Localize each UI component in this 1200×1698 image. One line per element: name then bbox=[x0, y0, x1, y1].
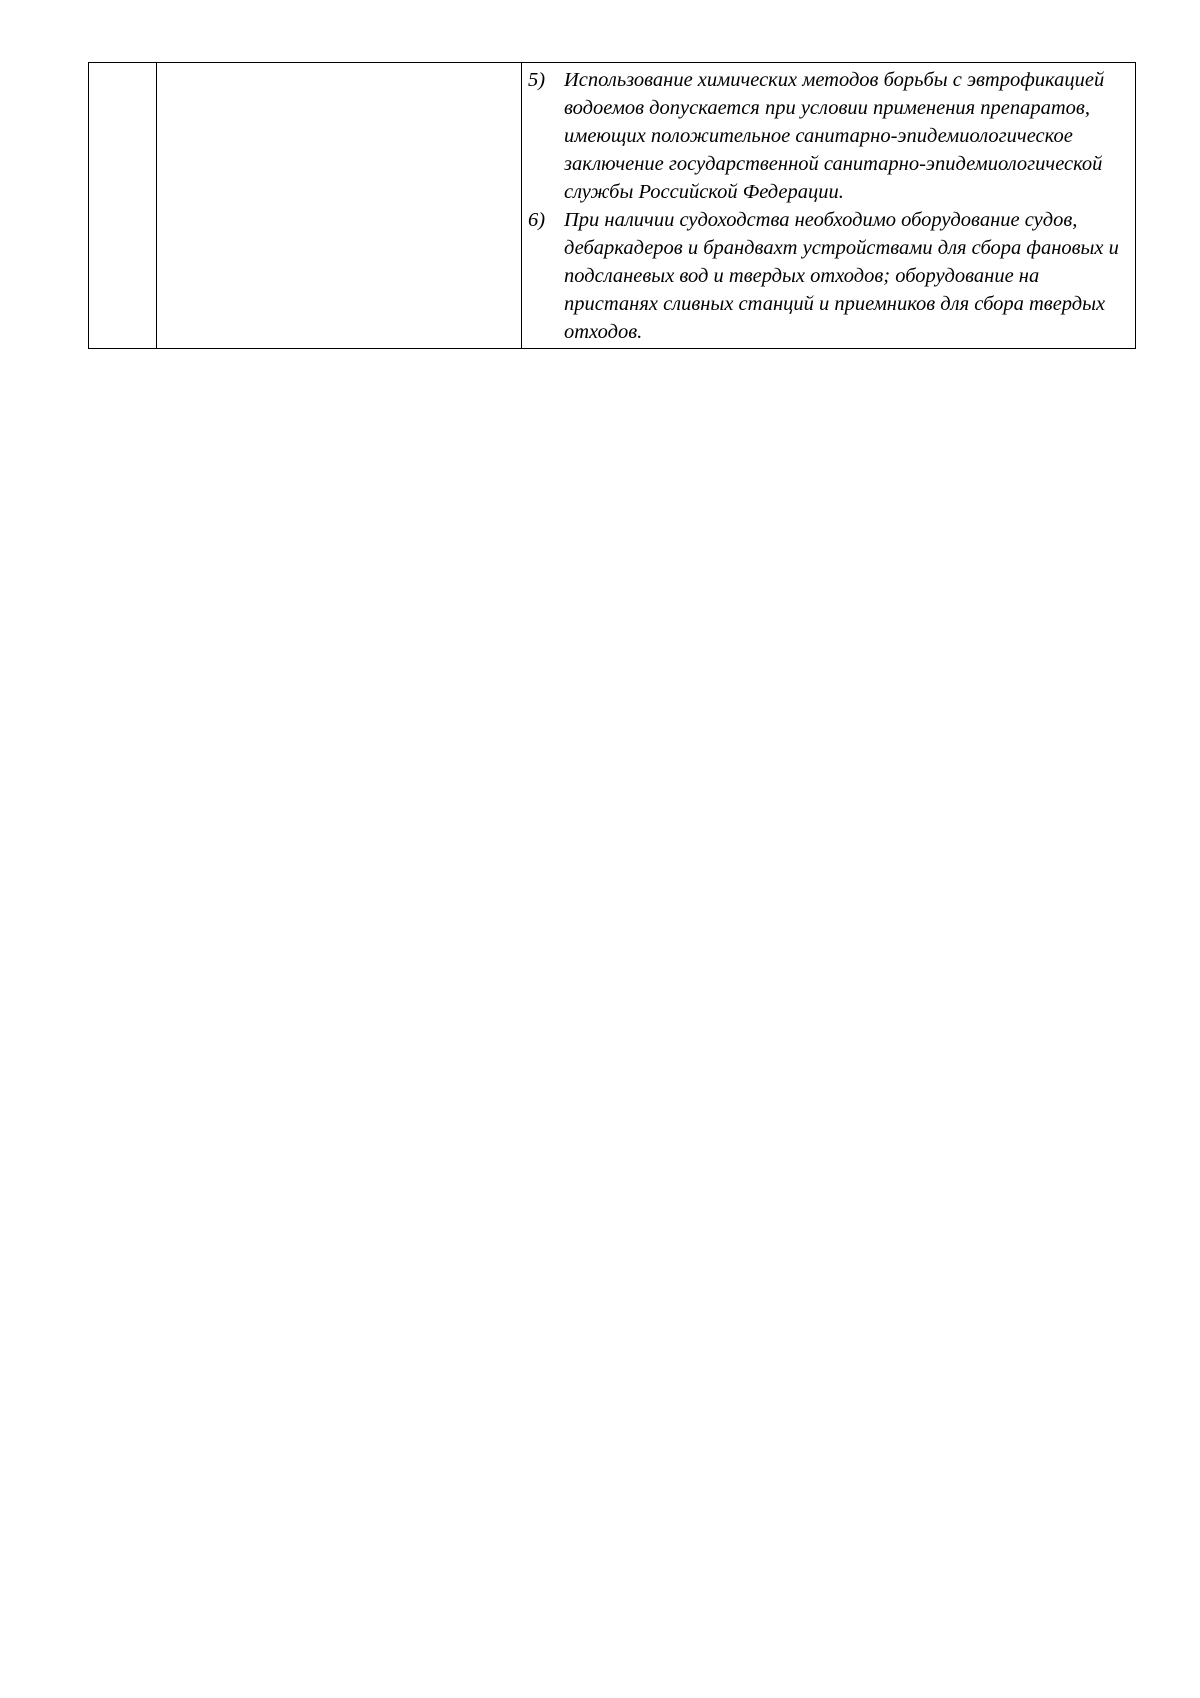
table-cell-title bbox=[157, 63, 522, 349]
list-item-number: 5) bbox=[528, 69, 546, 91]
table-cell-number bbox=[89, 63, 157, 349]
list-item bbox=[528, 66, 1131, 206]
list-item-text: Использование химических методов борьбы с эвтрофикацией водоемов допускается при условии применения препаратов, имеющих положительное санитарно-эпидемиологическое заключение государственной санитарно-эпидемиологической службы Российской Федерации. bbox=[564, 69, 1105, 203]
table-cell-requirements bbox=[522, 63, 1136, 349]
document-table bbox=[88, 62, 1136, 349]
table-row bbox=[89, 63, 1136, 349]
list-item-text: При наличии судоходства необходимо оборудование судов, дебаркадеров и брандвахт устройствами для сбора фановых и подсланевых вод и твердых отходов; оборудование на пристанях сливных станций и приемников для сбора твердых отходов. bbox=[564, 209, 1119, 343]
list-item-number: 6) bbox=[528, 209, 546, 231]
requirements-list bbox=[522, 63, 1135, 348]
list-item bbox=[528, 206, 1131, 346]
